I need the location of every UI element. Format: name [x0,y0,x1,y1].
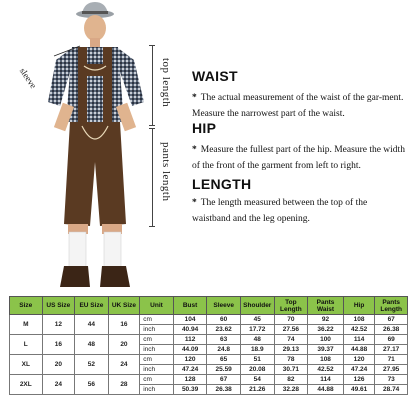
measure-cell: 42.52 [308,365,344,375]
unit-cell: inch [140,365,174,375]
top-length-label: top length [160,58,172,108]
header-hip: Hip [343,297,375,315]
uk-size-cell: 16 [108,315,140,335]
right-suspender [103,47,112,127]
table-row [10,355,408,365]
shirt-torso [66,47,124,122]
measure-cell: 44.88 [308,385,344,395]
measure-cell: 17.72 [240,325,274,335]
measure-cell: 26.38 [207,385,241,395]
measure-cell: 114 [343,335,375,345]
measure-cell: 65 [207,355,241,365]
hip-description [192,142,407,174]
measure-cell: 108 [308,355,344,365]
unit-cell: cm [140,315,174,325]
measure-cell: 25.59 [207,365,241,375]
unit-cell: cm [140,355,174,365]
uk-size-cell: 20 [108,335,140,355]
measure-cell: 60 [207,315,241,325]
right-shoe [100,266,130,287]
model-figure [17,2,170,292]
eu-size-cell: 52 [75,355,109,375]
unit-cell: inch [140,385,174,395]
measure-cell: 120 [173,355,207,365]
header-us-size: US Size [42,297,75,315]
measure-cell: 48 [240,335,274,345]
size-table [9,296,408,395]
header-unit: Unit [140,297,174,315]
us-size-cell: 12 [42,315,75,335]
header-size: Size [10,297,43,315]
us-size-cell: 24 [42,375,75,395]
measure-cell: 36.22 [308,325,344,335]
left-suspender [78,47,87,127]
measure-cell: 73 [375,375,408,385]
measure-cell: 126 [343,375,375,385]
measure-cell: 39.37 [308,345,344,355]
unit-cell: inch [140,345,174,355]
lederhosen [64,122,126,226]
pants-length-tick-bottom [149,226,155,227]
unit-cell: inch [140,325,174,335]
length-heading: LENGTH [192,176,252,192]
eu-size-cell: 44 [75,315,109,335]
measure-cell: 78 [274,355,308,365]
measure-cell: 120 [343,355,375,365]
measure-cell: 49.61 [343,385,375,395]
measure-cell: 44.09 [173,345,207,355]
hip-text: Measure the fullest part of the hip. Measure the width of the front of the garment from left to right. [192,145,405,171]
header-sleeve: Sleeve [207,297,241,315]
waist-text: The actual measurement of the waist of the gar-ment. Measure the narrowest part of the waist. [192,93,404,119]
header-pants-length: Pants Length [375,297,408,315]
waist-heading: WAIST [192,68,238,84]
measure-cell: 40.94 [173,325,207,335]
waist-description [192,90,407,122]
measure-cell: 100 [308,335,344,345]
measure-cell: 112 [173,335,207,345]
us-size-cell: 16 [42,335,75,355]
size-cell: 2XL [10,375,43,395]
sleeve-label: sleeve [17,66,39,91]
measure-cell: 45 [240,315,274,325]
measure-cell: 47.24 [343,365,375,375]
table-row [10,315,408,325]
right-sock [104,232,121,268]
bullet-star: * [192,145,197,155]
head [84,15,106,41]
left-shoe [60,266,90,287]
top-length-bar [152,45,153,125]
length-text: The length measured between the top of the waistband and the leg opening. [192,198,368,224]
eu-size-cell: 48 [75,335,109,355]
table-header-row [10,297,408,315]
table-body [10,315,408,395]
length-description [192,195,407,227]
measure-cell: 42.52 [343,325,375,335]
measure-cell: 71 [375,355,408,365]
measure-cell: 27.95 [375,365,408,375]
bullet-star: * [192,93,197,103]
eu-size-cell: 56 [75,375,109,395]
measure-cell: 51 [240,355,274,365]
us-size-cell: 20 [42,355,75,375]
table-row [10,335,408,345]
measure-cell: 63 [207,335,241,345]
header-eu-size: EU Size [75,297,109,315]
neck [90,38,100,48]
measure-cell: 114 [308,375,344,385]
measure-cell: 70 [274,315,308,325]
uk-size-cell: 28 [108,375,140,395]
measure-cell: 18.9 [240,345,274,355]
top-length-tick-bottom [149,125,155,126]
uk-size-cell: 24 [108,355,140,375]
measure-cell: 50.39 [173,385,207,395]
measure-cell: 108 [343,315,375,325]
measure-cell: 54 [240,375,274,385]
measure-cell: 32.28 [274,385,308,395]
header-shoulder: Shoulder [240,297,274,315]
unit-cell: cm [140,335,174,345]
measure-cell: 69 [375,335,408,345]
size-cell: XL [10,355,43,375]
measure-cell: 29.13 [274,345,308,355]
measure-cell: 44.88 [343,345,375,355]
pants-length-bar [152,128,153,226]
measure-cell: 27.56 [274,325,308,335]
measure-cell: 23.62 [207,325,241,335]
measure-cell: 47.24 [173,365,207,375]
measure-cell: 27.17 [375,345,408,355]
measure-cell: 92 [308,315,344,325]
size-cell: M [10,315,43,335]
header-pants-waist: Pants Waist [308,297,344,315]
measure-cell: 128 [173,375,207,385]
left-sock [69,232,86,268]
hip-heading: HIP [192,120,217,136]
header-bust: Bust [173,297,207,315]
measure-cell: 20.08 [240,365,274,375]
measure-cell: 28.74 [375,385,408,395]
measure-cell: 30.71 [274,365,308,375]
size-cell: L [10,335,43,355]
measure-cell: 74 [274,335,308,345]
measure-cell: 24.8 [207,345,241,355]
bullet-star: * [192,198,197,208]
unit-cell: cm [140,375,174,385]
hat-band [82,11,108,14]
measure-cell: 26.38 [375,325,408,335]
table-row [10,375,408,385]
measure-cell: 67 [375,315,408,325]
measure-cell: 82 [274,375,308,385]
measure-cell: 67 [207,375,241,385]
header-top-length: Top Length [274,297,308,315]
measure-cell: 104 [173,315,207,325]
header-uk-size: UK Size [108,297,140,315]
measure-cell: 21.26 [240,385,274,395]
pants-length-label: pants length [160,142,172,202]
